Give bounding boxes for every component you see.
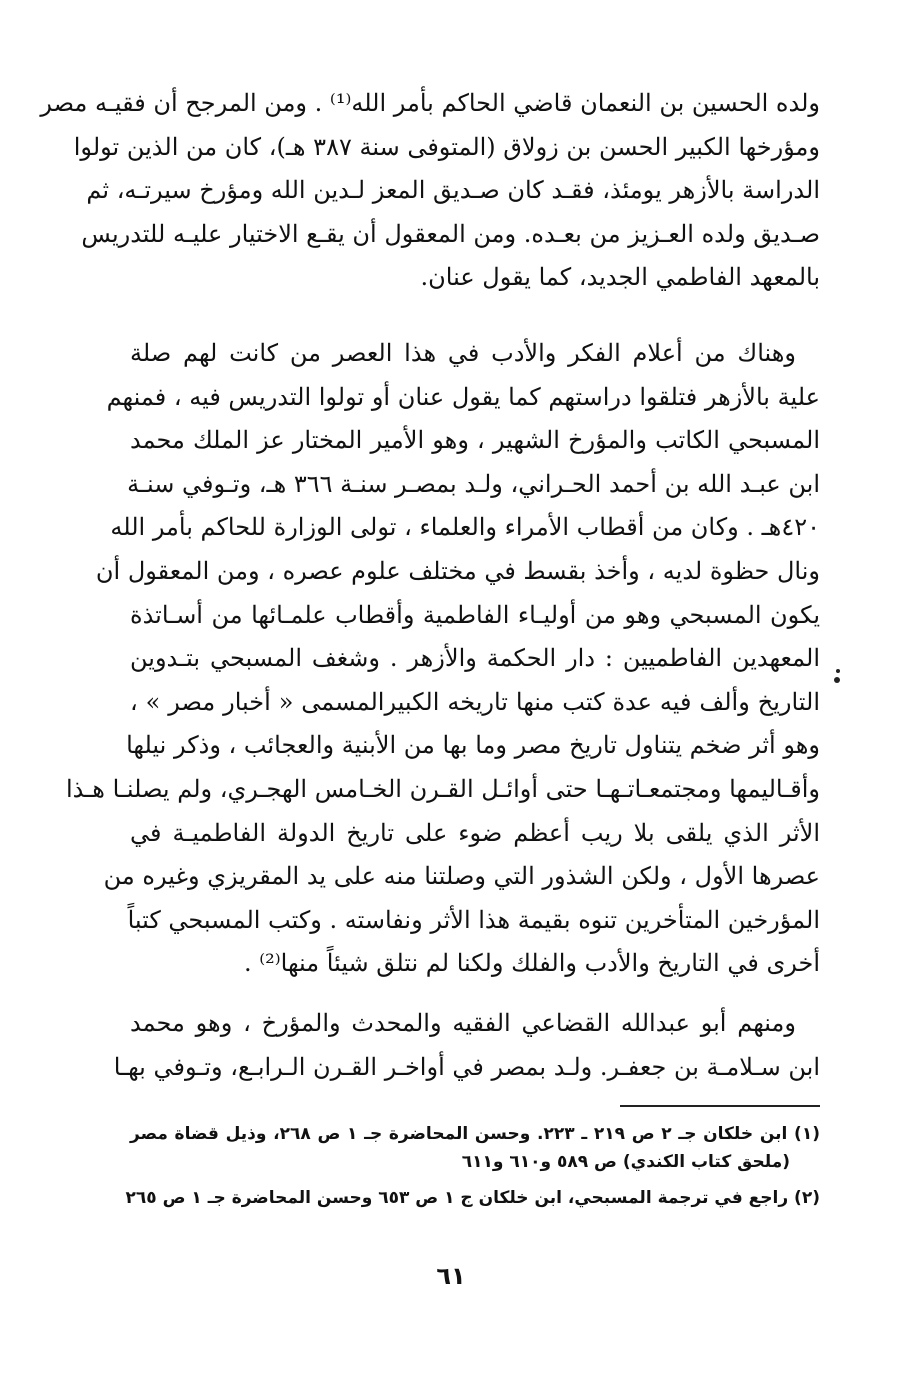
paragraph-2: [65, 332, 820, 986]
text-line: عصرها الأول ، ولكن الشذور التي وصلتنا منه على يد المقريزي وغيره من: [103, 862, 820, 891]
text-line: يكون المسبحي وهو من أوليـاء الفاطمية وأقطاب علمـائها من أسـاتذة: [130, 600, 820, 629]
footnote-gap: [130, 1176, 820, 1184]
text-line: ابن عبـد الله بن أحمد الحـراني، ولـد بمصـر سنـة ٣٦٦ هـ، وتـوفي سنـة: [127, 469, 820, 498]
footnote-line: (ملحق كتاب الكندي) ص ٥٨٩ و٦١٠ و٦١١: [461, 1152, 790, 1172]
text-line: المسبحي الكاتب والمؤرخ الشهير ، وهو الأمير المختار عز الملك محمد: [130, 426, 820, 455]
footnotes: [125, 1120, 820, 1212]
text-line: ومنهم أبو عبدالله القضاعي الفقيه والمحدث والمؤرخ ، وهو محمد: [130, 1009, 796, 1037]
text-line: بالمعهد الفاطمي الجديد، كما يقول عنان.: [420, 263, 820, 292]
paragraph-1: [40, 82, 820, 300]
text-line: صـديق ولده العـزيز من بعـده. ومن المعقول أن يقـع الاختيار عليـه للتدريس: [81, 219, 820, 248]
paragraph-3: [113, 1002, 820, 1089]
text-line: المؤرخين المتأخرين تنوه بقيمة هذا الأثر ونفاسته . وكتب المسبحي كتباً: [127, 905, 820, 934]
text-line: ولده الحسين بن النعمان قاضي الحاكم بأمر الله⁽¹⁾ . ومن المرجح أن فقيـه مصر: [40, 89, 820, 117]
footnote-line: (٢) راجع في ترجمة المسبحي، ابن خلكان ج ١ ص ٦٥٣ وحسن المحاضرة جـ ١ ص ٢٦٥: [125, 1188, 820, 1208]
ink-dot-mark: [832, 667, 842, 687]
footnote-line: (١) ابن خلكان جـ ٢ ص ٢١٩ ـ ٢٢٣. وحسن المحاضرة جـ ١ ص ٢٦٨، وذيل قضاة مصر: [130, 1124, 820, 1144]
text-line: وهو أثر ضخم يتناول تاريخ مصر وما بها من الأبنية والعجائب ، وذكر نيلها: [126, 731, 820, 760]
text-line: ٤٢٠هـ . وكان من أقطاب الأمراء والعلماء ، تولى الوزارة للحاكم بأمر الله: [110, 513, 820, 542]
text-line: علية بالأزهر فتلقوا دراستهم كما يقول عنان أو تولوا التدريس فيه ، فمنهم: [106, 382, 820, 411]
text-line: ابن سـلامـة بن جعفـر. ولـد بمصر في أواخـر القـرن الـرابـع، وتـوفي بهـا: [113, 1052, 820, 1081]
text-line: أخرى في التاريخ والأدب والفلك ولكنا لم نتلق شيئاً منها⁽²⁾ .: [243, 949, 820, 978]
text-line: الأثر الذي يلقى بلا ريب أعظم ضوء على تاريخ الدولة الفاطميـة في: [130, 818, 820, 847]
text-line: وهناك من أعلام الفكر والأدب في هذا العصر من كانت لهم صلة: [130, 339, 796, 367]
text-line: الدراسة بالأزهر يومئذ، فقـد كان صـديق المعز لـدين الله ومؤرخ سيرتـه، ثم: [86, 176, 820, 205]
text-line: وأقـاليمها ومجتمعـاتـهـا حتى أوائـل القـرن الخـامس الهجـري، ولم يصلنـا هـذا: [65, 774, 820, 803]
text-line: التاريخ وألف فيه عدة كتب منها تاريخه الكبيرالمسمى « أخبار مصر » ،: [130, 687, 820, 716]
text-line: المعهدين الفاطميين : دار الحكمة والأزهر . وشغف المسبحي بتـدوين: [130, 644, 820, 673]
page-number: ٦١: [436, 1262, 466, 1290]
text-line: ومؤرخها الكبير الحسن بن زولاق (المتوفى سنة ٣٨٧ هـ)، كان من الذين تولوا: [73, 132, 820, 161]
footnote-separator: [620, 1105, 820, 1107]
text-line: ونال حظوة لديه ، وأخذ بقسط في مختلف علوم عصره ، ومن المعقول أن: [95, 556, 820, 585]
